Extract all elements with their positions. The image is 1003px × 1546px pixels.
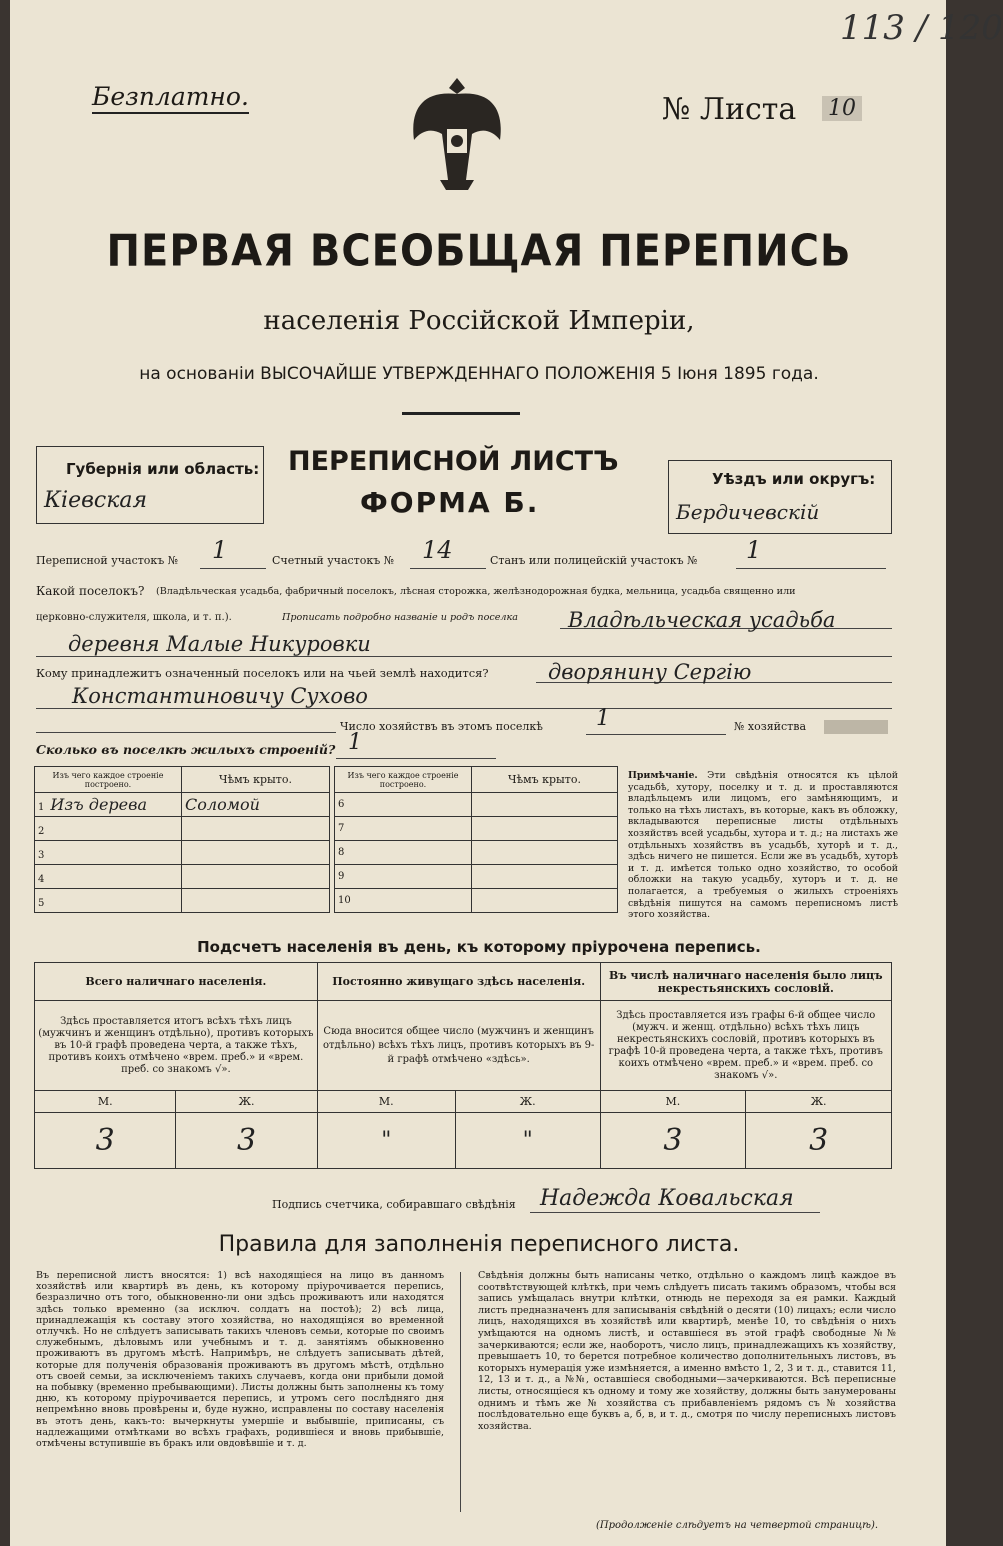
- free-label: Безплатно.: [92, 82, 249, 114]
- census-area-value: 1: [212, 536, 228, 564]
- district-value: Бердичевскій: [676, 500, 820, 524]
- nonpeasant-zh-value: 3: [746, 1113, 892, 1169]
- building-row: [335, 817, 618, 841]
- sheet-no-label: № Листа: [662, 92, 797, 127]
- resident-zh-value: ": [455, 1113, 600, 1169]
- corner-page-numbers: 113 / 120: [840, 8, 1003, 48]
- building-roof-value: [182, 889, 330, 913]
- owner-label: Кому принадлежитъ означенный поселокъ или на чьей землѣ находится?: [36, 666, 489, 680]
- count-area-value: 14: [422, 536, 453, 564]
- building-number: 3: [38, 850, 45, 861]
- rules-right-column: Свѣдѣнія должны быть написаны четко, отдѣльно о каждомъ лицѣ каждое въ соотвѣтствующей клѣткѣ, при чемъ слѣдуетъ писать такимъ образомъ, чтобы вся запись умѣщалась внутри клѣтки, отнюдь не переходя за ея рамки. Каждый листъ предназначенъ для записыванія свѣдѣній о десяти (10) лицахъ; если число лицъ, находящихся въ хозяйствѣ или квартирѣ, менѣе 10, то свѣдѣнія о нихъ умѣщаются на одномъ листѣ, и оставшіеся въ этой графѣ свободные №№ зачеркиваются; если же, наоборотъ, число лицъ, принадлежащихъ къ хозяйству, превышаетъ 10, то берется потребное количество дополнительныхъ листовъ, въ которыхъ нумерація уже измѣняется, а именно вмѣсто 1, 2, 3 и т. д., ставится 11, 12, 13 и т. д., а №№, оставшіеся свободными—зачеркиваются. Всѣ переписные листы, относящіеся къ одному и тому же хозяйству, должны быть занумерованы однимъ и тѣмъ же № хозяйства съ прибавленіемъ рядомъ съ № хозяйства послѣдовательно еще буквъ а, б, в, и т. д., смотря по числу переписныхъ листовъ хозяйства.: [478, 1270, 896, 1432]
- building-material-cell: [35, 793, 182, 817]
- count-area-label: Счетный участокъ №: [272, 554, 395, 567]
- col2-header: Постоянно живущаго здѣсь населенія.: [317, 963, 600, 1001]
- district-label: Уѣздъ или округъ:: [712, 470, 876, 488]
- building-number: 1: [38, 802, 45, 813]
- resident-m-value: ": [317, 1113, 455, 1169]
- col-material-header: Изъ чего каждое строеніе построено.: [335, 767, 472, 793]
- household-no-label: № хозяйства: [734, 720, 806, 733]
- building-number: 5: [38, 898, 45, 909]
- building-row: [335, 841, 618, 865]
- buildings-table-left: [34, 766, 330, 913]
- building-number: 7: [335, 817, 472, 841]
- building-roof-value: [182, 865, 330, 889]
- settlement-value-1: Владѣльческая усадьба: [568, 608, 836, 632]
- basis-line: на основаніи ВЫСОЧАЙШЕ УТВЕРЖДЕННАГО ПОЛОЖЕНІЯ 5 Іюня 1895 года.: [139, 364, 819, 384]
- settlement-value-2: деревня Малые Никуровки: [68, 632, 371, 656]
- province-value: Кіевская: [44, 488, 148, 513]
- zh-header: Ж.: [746, 1091, 892, 1113]
- building-number: 8: [335, 841, 472, 865]
- signature-label: Подпись счетчика, собиравшаго свѣдѣнія: [272, 1198, 516, 1211]
- settlement-hint-3: Прописать подробно названіе и родъ поселка: [282, 612, 518, 623]
- building-row: [335, 889, 618, 913]
- col1-header: Всего наличнаго населенія.: [35, 963, 318, 1001]
- signature-value: Надежда Ковальская: [540, 1186, 794, 1211]
- col1-desc: Здѣсь проставляется итогъ всѣхъ тѣхъ лицъ (мужчинъ и женщинъ отдѣльно), противъ которыхъ въ 10-й графѣ проведена черта, а также тѣхъ, противъ коихъ отмѣчено «врем. преб.» и «врем. преб. со знакомъ √».: [35, 1001, 318, 1091]
- building-number: 9: [335, 865, 472, 889]
- building-roof-value: [182, 841, 330, 865]
- building-row: [35, 865, 330, 889]
- station-value: 1: [746, 536, 762, 564]
- col-roof-header: Чѣмъ крыто.: [182, 767, 330, 793]
- building-number: 2: [38, 826, 45, 837]
- building-roof-value: [472, 817, 618, 841]
- building-material-cell: [35, 889, 182, 913]
- buildings-label: Сколько въ поселкѣ жилыхъ строеній?: [36, 742, 336, 757]
- building-material-cell: [35, 865, 182, 889]
- count-table: [34, 962, 892, 1169]
- zh-header: Ж.: [176, 1091, 317, 1113]
- building-number: 10: [335, 889, 472, 913]
- page-title: ПЕРВАЯ ВСЕОБЩАЯ ПЕРЕПИСЬ: [106, 225, 852, 277]
- owner-value-2: Константиновичу Сухово: [72, 684, 368, 708]
- sheet-title: ПЕРЕПИСНОЙ ЛИСТЪ: [288, 446, 619, 477]
- double-headed-eagle-icon: [402, 70, 512, 195]
- m-header: М.: [317, 1091, 455, 1113]
- col2-desc: Сюда вносится общее число (мужчинъ и женщинъ отдѣльно) всѣхъ тѣхъ лицъ, противъ которыхъ въ 9-й графѣ отмѣчено «здѣсь».: [317, 1001, 600, 1091]
- station-label: Станъ или полицейскій участокъ №: [490, 554, 698, 567]
- province-label: Губернія или область:: [66, 460, 260, 478]
- page-subtitle: населенія Россійской Имперіи,: [263, 306, 695, 336]
- building-material-value: Изъ дерева: [50, 795, 147, 814]
- settlement-hint-2: церковно-служителя, школа, и т. п.).: [36, 612, 232, 623]
- col-roof-header: Чѣмъ крыто.: [472, 767, 618, 793]
- building-material-cell: [35, 817, 182, 841]
- building-row: [335, 793, 618, 817]
- building-row: [35, 889, 330, 913]
- rules-title: Правила для заполненія переписного листа.: [218, 1232, 740, 1257]
- title-divider: [402, 412, 520, 415]
- note-lead: Примѣчаніе.: [628, 770, 698, 781]
- building-row: [35, 841, 330, 865]
- building-row: [335, 865, 618, 889]
- building-roof-value: [472, 841, 618, 865]
- building-roof-value: [182, 817, 330, 841]
- building-roof-value: [472, 793, 618, 817]
- owner-value-1: дворянину Сергію: [548, 660, 752, 684]
- census-area-label: Переписной участокъ №: [36, 554, 179, 567]
- total-zh-value: 3: [176, 1113, 317, 1169]
- note-text: Эти свѣдѣнія относятся къ цѣлой усадьбѣ, хутору, поселку и т. д. и проставляются владѣльцемъ или лицомъ, его замѣняющимъ, и только на тѣхъ листахъ, въ которые, какъ въ обложку, вкладываются переписные листы отдѣльныхъ хозяйствъ всей усадьбы, хутора и т. д.; на листахъ же отдѣльныхъ хозяйствъ въ усадьбѣ, хуторѣ и т. д., здѣсь ничего не пишется. Если же въ усадьбѣ, хуторѣ и т. д. имѣется только одно хозяйство, то особой обложки на такую усадьбу, хуторъ и т. д. не полагается, а требуемыя о жилыхъ строеніяхъ свѣдѣнія пишутся на самомъ переписномъ листѣ этого хозяйства.: [628, 770, 898, 921]
- col3-desc: Здѣсь проставляется изъ графы 6-й общее число (мужч. и женщ. отдѣльно) всѣхъ тѣхъ лицъ некрестьянскихъ сословій, противъ которыхъ въ графѣ 10-й проведена черта, а также тѣхъ, противъ коихъ отмѣчено «врем. преб.» и «врем. преб. со знакомъ √».: [600, 1001, 891, 1091]
- note: [628, 770, 898, 921]
- sheet-no-value: 10: [822, 96, 862, 121]
- building-number: 6: [335, 793, 472, 817]
- building-material-cell: [35, 841, 182, 865]
- nonpeasant-m-value: 3: [600, 1113, 746, 1169]
- total-m-value: 3: [35, 1113, 176, 1169]
- households-value: 1: [596, 706, 610, 731]
- settlement-hint-1: (Владѣльческая усадьба, фабричный поселокъ, лѣсная сторожка, желѣзнодорожная будка, мельница, усадьба священно или: [156, 586, 796, 597]
- building-roof-value: Соломой: [182, 793, 330, 817]
- household-no-stamp: [824, 720, 888, 734]
- rules-column-divider: [460, 1272, 461, 1512]
- building-number: 4: [38, 874, 45, 885]
- col3-header: Въ числѣ наличнаго населенія было лицъ некрестьянскихъ сословій.: [600, 963, 891, 1001]
- buildings-table-right: [334, 766, 618, 913]
- count-title: Подсчетъ населенія въ день, къ которому пріурочена перепись.: [197, 938, 761, 956]
- building-roof-value: [472, 865, 618, 889]
- building-row: [35, 817, 330, 841]
- m-header: М.: [35, 1091, 176, 1113]
- settlement-label: Какой поселокъ?: [36, 584, 145, 598]
- building-roof-value: [472, 889, 618, 913]
- form-name: ФОРМА Б.: [360, 486, 540, 519]
- col-material-header: Изъ чего каждое строеніе построено.: [35, 767, 182, 793]
- zh-header: Ж.: [455, 1091, 600, 1113]
- buildings-value: 1: [348, 730, 362, 755]
- m-header: М.: [600, 1091, 746, 1113]
- rules-left-column: Въ переписной листъ вносятся: 1) всѣ находящіеся на лицо въ данномъ хозяйствѣ или квартирѣ въ день, къ которому пріурочивается перепись, безразлично отъ того, обыкновенно-ли они здѣсь проживаютъ или находятся здѣсь только временно (за исключ. солдатъ на постоѣ); 2) всѣ лица, принадлежащія къ составу этого хозяйства, но находящіяся во временной отлучкѣ. Но не слѣдуетъ записывать такихъ членовъ семьи, которые по своимъ служебнымъ, дѣловымъ или учебнымъ и т. д. занятіямъ обыкновенно проживаютъ въ другомъ мѣстѣ. Напримѣръ, не слѣдуетъ записывать дѣтей, которые для полученія образованія проживаютъ въ другомъ мѣстѣ, отдѣльно отъ своей семьи, за исключеніемъ такихъ случаевъ, когда они прибыли домой на побывку (временно пребывающими). Листы должны быть заполнены къ тому дню, къ которому пріурочивается перепись, и утромъ сего послѣдняго дня непремѣнно вновь провѣрены и, буде нужно, исправлены по составу населенія въ этотъ день, какъ-то: вычеркнуты умершіе и выбывшіе, приписаны, съ надлежащими отмѣтками во всѣхъ графахъ, родившіеся и вновь прибывшіе, отмѣчены вступившіе въ бракъ или овдовѣвшіе и т. д.: [36, 1270, 444, 1450]
- rules-continued: (Продолженіе слѣдуетъ на четвертой страницѣ).: [596, 1520, 879, 1531]
- building-row: [35, 793, 330, 817]
- households-label: Число хозяйствъ въ этомъ поселкѣ: [340, 720, 543, 733]
